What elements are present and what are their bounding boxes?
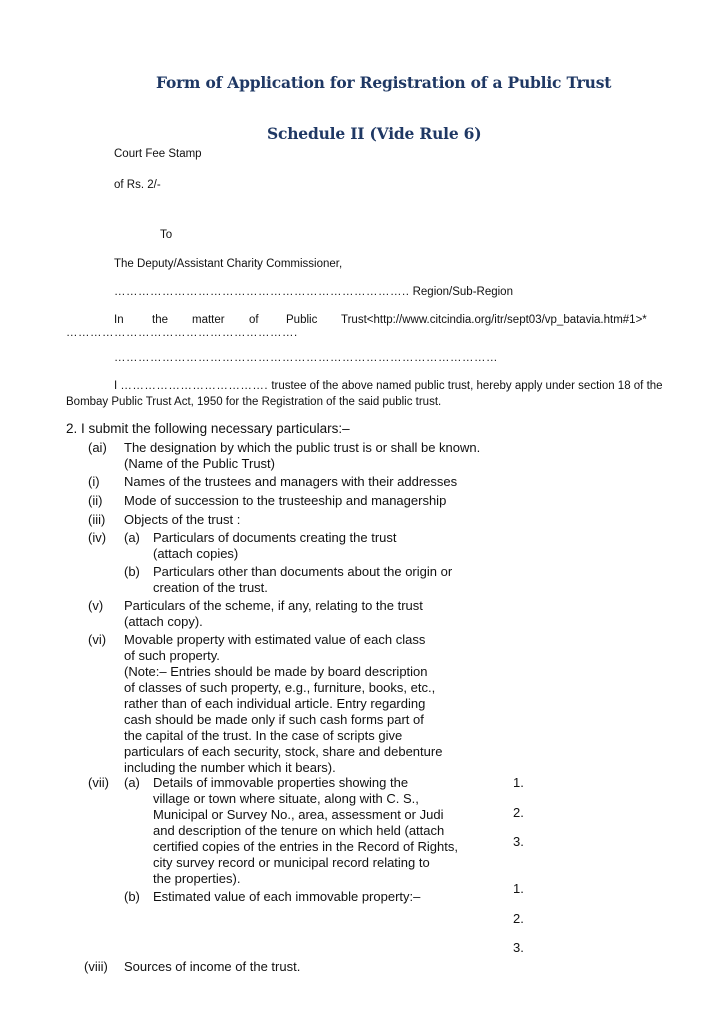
declaration-prefix: I — [114, 380, 118, 392]
item-vi-line-6: cash should be made only if such cash forms part of — [124, 712, 424, 727]
item-vii-a-line-7: the properties). — [153, 871, 241, 886]
matter-word-5: Public — [286, 314, 318, 326]
declaration-line-1 — [114, 380, 663, 392]
item-vii-a-line-6: city survey record or municipal record relating to — [153, 855, 430, 870]
item-label-iii: (iii) — [88, 512, 106, 527]
item-iv-b-line-2: creation of the trust. — [153, 580, 268, 595]
item-iv-b-line-1: Particulars other than documents about the origin or — [153, 564, 453, 579]
item-ii-line-1: Mode of succession to the trusteeship and managership — [124, 493, 447, 508]
item-vii-a-line-4: and description of the tenure on which held (attach — [153, 823, 445, 838]
item-vi-line-9: including the number which it bears). — [124, 760, 336, 775]
vii-a-number-3: 3. — [513, 834, 524, 849]
item-vii-a-line-1: Details of immovable properties showing the — [153, 775, 409, 790]
item-vii-b-line-1: Estimated value of each immovable property:– — [153, 889, 421, 904]
stamp-line-2: of Rs. 2/- — [114, 179, 161, 191]
item-iv-a-label: (a) — [124, 530, 140, 545]
item-label-ii: (ii) — [88, 493, 103, 508]
matter-word-3: matter — [192, 314, 225, 326]
item-viii-line-1: Sources of income of the trust. — [124, 959, 301, 974]
item-vii-b-label: (b) — [124, 889, 140, 904]
matter-word-4: of — [249, 314, 259, 326]
item-vii-a-line-5: certified copies of the entries in the Record of Rights, — [153, 839, 458, 854]
item-vi-line-5: rather than of each individual article. Entry regarding — [124, 696, 426, 711]
matter-word-1: In — [114, 314, 124, 326]
matter-word-2: the — [152, 314, 168, 326]
region-label: Region/Sub-Region — [412, 286, 513, 298]
item-label-viii: (viii) — [84, 959, 108, 974]
item-vi-line-4: of classes of such property, e.g., furniture, books, etc., — [124, 680, 436, 695]
item-v-line-1: Particulars of the scheme, if any, relating to the trust — [124, 598, 423, 613]
region-line — [114, 286, 513, 298]
vii-b-number-1: 1. — [513, 881, 524, 896]
declaration-text-1: trustee of the above named public trust, hereby apply under section 18 of the — [271, 380, 663, 392]
item-vi-line-2: of such property. — [124, 648, 220, 663]
item-label-iv: (iv) — [88, 530, 107, 545]
item-vii-a-label: (a) — [124, 775, 140, 790]
vii-a-number-1: 1. — [513, 775, 524, 790]
declaration-blank: ………………………………. — [120, 380, 269, 392]
vii-b-number-3: 3. — [513, 940, 524, 955]
page-title: Form of Application for Registration of a Public Trust — [156, 73, 612, 92]
item-i-line-1: Names of the trustees and managers with their addresses — [124, 474, 458, 489]
item-iv-a-line-2: (attach copies) — [153, 546, 239, 561]
declaration-line-2: Bombay Public Trust Act, 1950 for the Registration of the said public trust. — [66, 396, 442, 408]
item-vi-line-1: Movable property with estimated value of each class — [124, 632, 426, 647]
addressee: The Deputy/Assistant Charity Commissioner, — [114, 258, 343, 270]
stamp-line-1: Court Fee Stamp — [114, 148, 202, 160]
matter-blank: …………………………………………………. — [66, 327, 298, 339]
item-v-line-2: (attach copy). — [124, 614, 203, 629]
item-iv-a-line-1: Particulars of documents creating the trust — [153, 530, 397, 545]
to-label: To — [160, 229, 173, 241]
region-blank: ……………………………………………………………….. — [114, 286, 410, 298]
schedule-heading: Schedule II (Vide Rule 6) — [267, 124, 482, 143]
item-label-vii: (vii) — [88, 775, 109, 790]
item-ai-line-1: The designation by which the public trust is or shall be known. — [124, 440, 481, 455]
item-vii-a-line-2: village or town where situate, along with C. S., — [153, 791, 419, 806]
item-label-ai: (ai) — [88, 440, 107, 455]
item-label-i: (i) — [88, 474, 100, 489]
blank-line: …………………………………………………………………………………… — [114, 352, 498, 364]
vii-b-number-2: 2. — [513, 911, 524, 926]
item-label-v: (v) — [88, 598, 104, 613]
item-vi-line-3: (Note:– Entries should be made by board description — [124, 664, 428, 679]
particulars-heading: 2. I submit the following necessary particulars:– — [66, 421, 350, 436]
item-iv-b-label: (b) — [124, 564, 140, 579]
item-vi-line-8: particulars of each security, stock, share and debenture — [124, 744, 443, 759]
item-label-vi: (vi) — [88, 632, 107, 647]
vii-a-number-2: 2. — [513, 805, 524, 820]
item-vii-a-line-3: Municipal or Survey No., area, assessment or Judi — [153, 807, 444, 822]
item-iii-line-1: Objects of the trust : — [124, 512, 241, 527]
matter-link[interactable]: Trust<http://www.citcindia.org/itr/sept03/vp_batavia.htm#1>* — [341, 314, 647, 326]
item-vi-line-7: the capital of the trust. In the case of scripts give — [124, 728, 403, 743]
item-ai-line-2: (Name of the Public Trust) — [124, 456, 275, 471]
